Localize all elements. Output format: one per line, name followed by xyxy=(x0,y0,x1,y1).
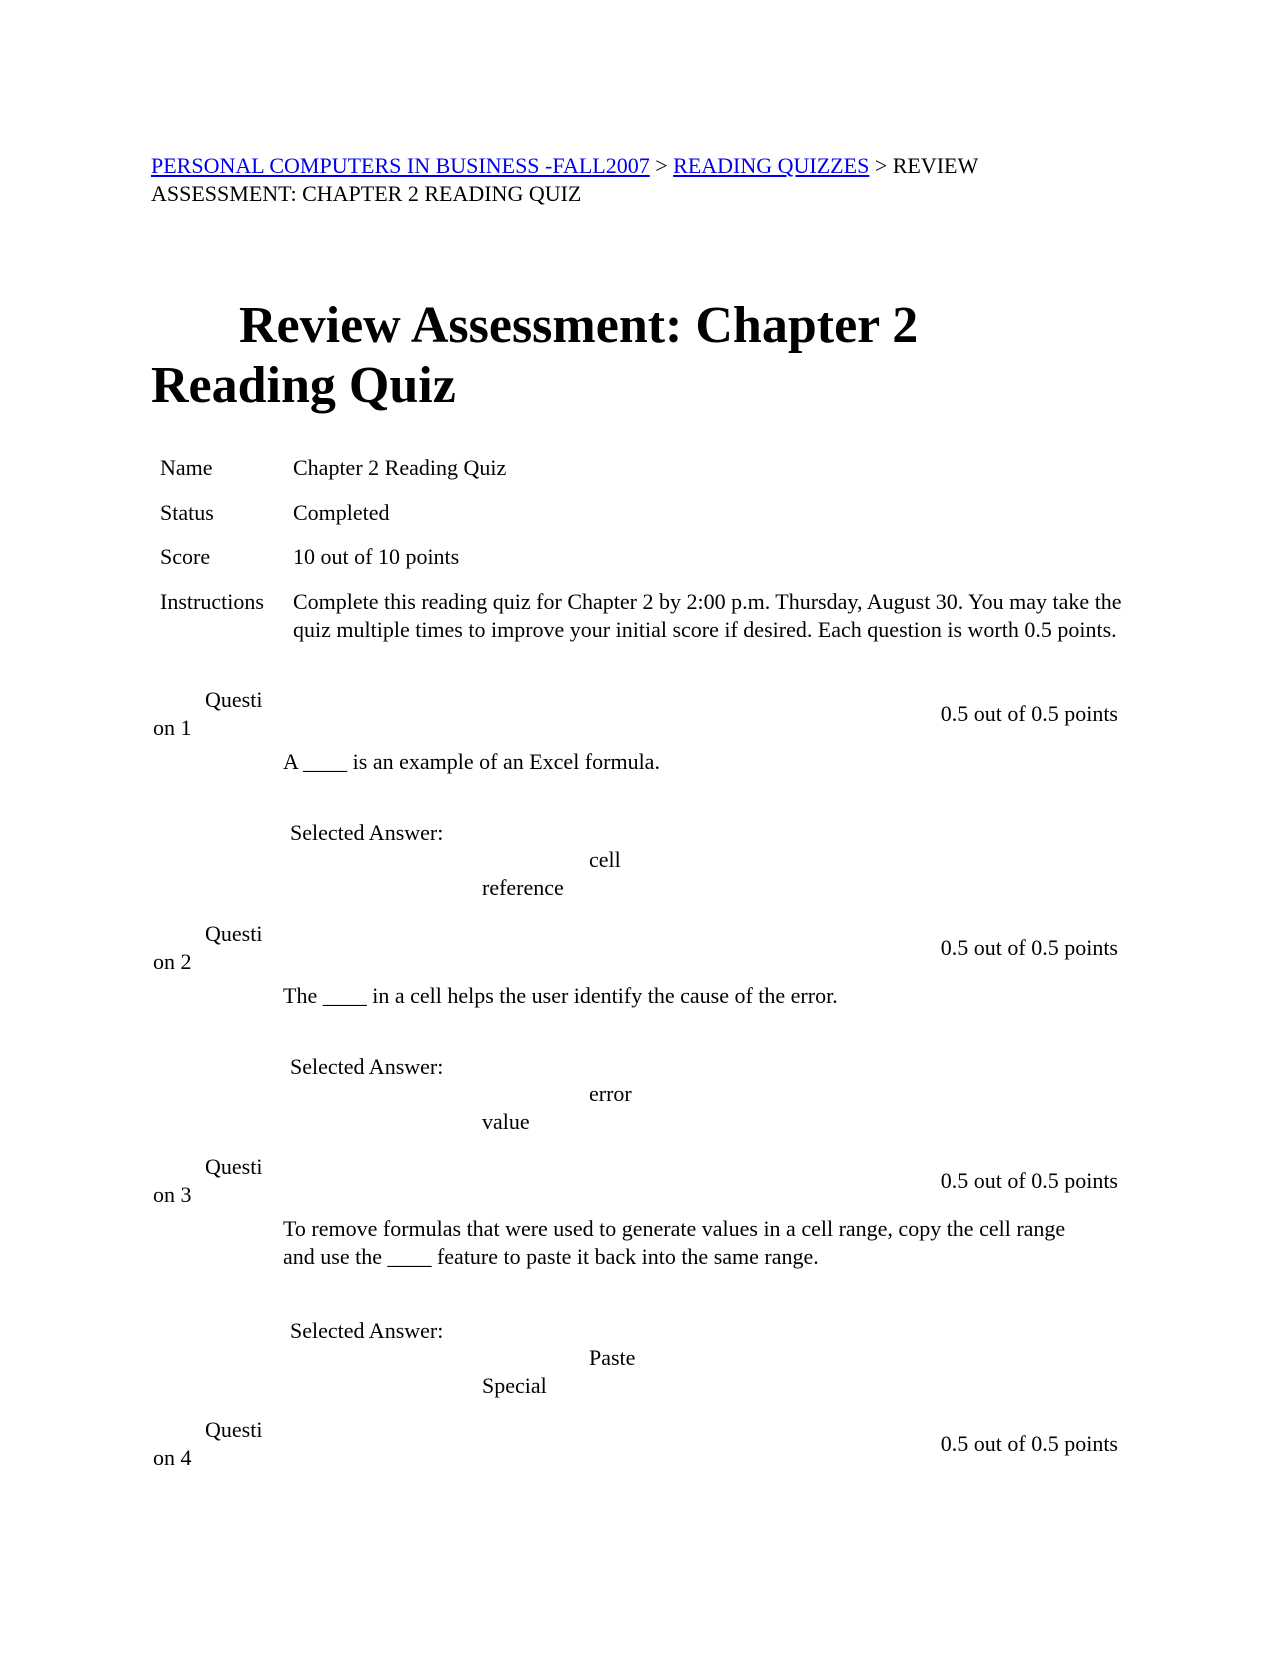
selected-answer-label: Selected Answer: xyxy=(290,1318,444,1343)
question-label: Question 3 xyxy=(153,1154,263,1207)
selected-answer-label: Selected Answer: xyxy=(290,820,444,845)
breadcrumb-current: REVIEW ASSESSMENT: CHAPTER 2 READING QUIZ xyxy=(151,153,978,206)
status-label: Status xyxy=(160,500,214,525)
question-points: 0.5 out of 0.5 points xyxy=(940,1431,1118,1456)
page-title: Review Assessment: Chapter 2 Reading Quiz xyxy=(151,297,919,414)
question-label: Question 1 xyxy=(153,687,263,740)
selected-answer-value: Paste Special xyxy=(482,1345,636,1398)
selected-answer-value: error value xyxy=(482,1081,632,1134)
question-text: The ____ in a cell helps the user identify the cause of the error. xyxy=(283,983,838,1008)
status-value: Completed xyxy=(293,500,390,525)
question-label: Question 4 xyxy=(153,1417,263,1470)
breadcrumb xyxy=(151,152,1111,208)
question-label: Question 2 xyxy=(153,921,263,974)
instructions-value: Complete this reading quiz for Chapter 2 by 2:00 p.m. Thursday, August 30. You may take the quiz multiple times to improve your initial score if desired. Each question is worth 0.5 points. xyxy=(293,589,1122,642)
score-label: Score xyxy=(160,544,211,569)
instructions-label: Instructions xyxy=(160,589,264,614)
score-value: 10 out of 10 points xyxy=(293,544,460,569)
question-points: 0.5 out of 0.5 points xyxy=(940,1168,1118,1193)
name-value: Chapter 2 Reading Quiz xyxy=(293,455,507,480)
breadcrumb-section-link[interactable]: READING QUIZZES xyxy=(673,153,870,178)
breadcrumb-separator: > xyxy=(649,153,674,178)
question-points: 0.5 out of 0.5 points xyxy=(940,935,1118,960)
breadcrumb-separator: > xyxy=(869,153,893,178)
breadcrumb-course-link[interactable]: PERSONAL COMPUTERS IN BUSINESS -FALL2007 xyxy=(151,153,650,178)
name-label: Name xyxy=(160,455,213,480)
question-text: A ____ is an example of an Excel formula. xyxy=(283,749,660,774)
question-text: To remove formulas that were used to generate values in a cell range, copy the cell range and use the ____ feature to paste it back into the same range. xyxy=(283,1216,1066,1269)
selected-answer-label: Selected Answer: xyxy=(290,1054,444,1079)
question-points: 0.5 out of 0.5 points xyxy=(940,701,1118,726)
selected-answer-value: cell reference xyxy=(482,847,621,900)
